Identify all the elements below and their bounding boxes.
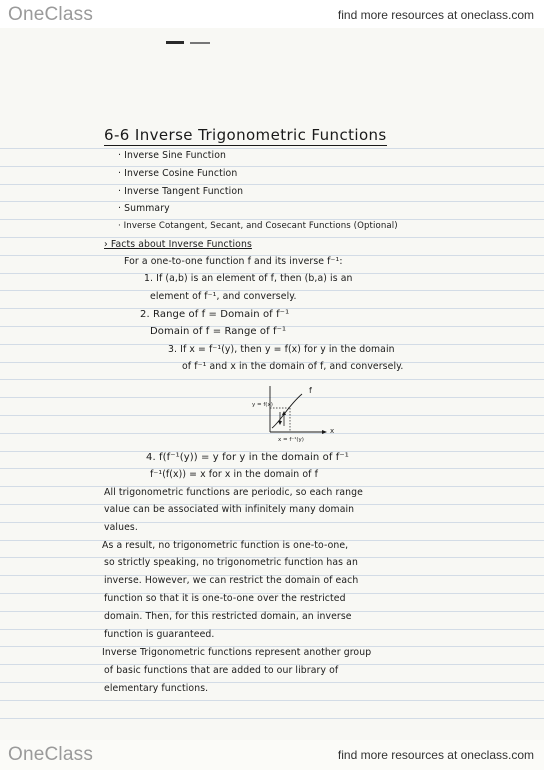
topic-item: · Inverse Tangent Function <box>118 186 244 197</box>
ruled-line <box>0 629 544 630</box>
page-smudge <box>190 42 210 44</box>
topic-item: · Inverse Cosine Function <box>118 168 238 179</box>
page-smudge <box>166 41 184 44</box>
fact-2-line-2: Domain of f = Range of f⁻¹ <box>150 326 287 337</box>
fact-1-line-1: 1. If (a,b) is an element of f, then (b,a) is an <box>144 273 353 284</box>
graph-f-label: f <box>309 386 312 395</box>
header-bar <box>0 0 544 29</box>
topic-item: · Summary <box>118 203 170 214</box>
ruled-line <box>0 184 544 185</box>
paragraph-2-line: so strictly speaking, no trigonometric function has an <box>104 557 358 568</box>
paragraph-2-line: domain. Then, for this restricted domain, an inverse <box>104 611 352 622</box>
fact-2-line-1: 2. Range of f = Domain of f⁻¹ <box>140 309 290 320</box>
paragraph-2-line: As a result, no trigonometric function is one-to-one, <box>102 540 349 551</box>
paragraph-2-line: function so that it is one-to-one over the restricted <box>104 593 346 604</box>
topic-item: · Inverse Sine Function <box>118 150 227 161</box>
ruled-line <box>0 522 544 523</box>
notes-title: 6-6 Inverse Trigonometric Functions <box>104 126 387 144</box>
ruled-line <box>0 379 544 380</box>
footer-oneclass-logo[interactable]: OneClass <box>8 744 94 765</box>
x-axis-arrow <box>322 430 327 434</box>
footer-resources-link[interactable]: find more resources at oneclass.com <box>337 748 534 762</box>
paragraph-3-line: elementary functions. <box>104 683 209 694</box>
header-resources-link[interactable]: find more resources at oneclass.com <box>337 8 534 22</box>
oneclass-logo[interactable]: OneClass <box>8 4 94 25</box>
graph-x-axis-label: x <box>330 427 335 435</box>
paragraph-1-line: value can be associated with infinitely many domain <box>104 504 355 515</box>
fact-3-line-1: 3. If x = f⁻¹(y), then y = f(x) for y in the domain <box>168 344 395 355</box>
paragraph-1-line: All trigonometric functions are periodic, so each range <box>104 487 363 498</box>
ruled-line <box>0 148 544 149</box>
graph-y-label: y = f(x) <box>252 402 273 408</box>
fact-4-line-2: f⁻¹(f(x)) = x for x in the domain of f <box>150 469 318 480</box>
ruled-line <box>0 201 544 202</box>
inverse-function-sketch <box>250 382 340 442</box>
arrow-down-head <box>278 421 282 425</box>
paragraph-2-line: function is guaranteed. <box>104 629 215 640</box>
fact-1-line-2: element of f⁻¹, and conversely. <box>150 291 297 302</box>
facts-intro: For a one-to-one function f and its inverse f⁻¹: <box>124 256 343 267</box>
fact-3-line-2: of f⁻¹ and x in the domain of f, and conversely. <box>182 361 404 372</box>
fact-4-line-1: 4. f(f⁻¹(y)) = y for y in the domain of f⁻¹ <box>146 452 349 463</box>
ruled-line <box>0 219 544 220</box>
ruled-line <box>0 700 544 701</box>
ruled-line <box>0 718 544 719</box>
ruled-line <box>0 166 544 167</box>
paragraph-3-line: of basic functions that are added to our library of <box>104 665 339 676</box>
ruled-line <box>0 237 544 238</box>
paragraph-2-line: inverse. However, we can restrict the domain of each <box>104 575 359 586</box>
paragraph-1-line: values. <box>104 522 138 533</box>
paragraph-3-line: Inverse Trigonometric functions represent another group <box>102 647 372 658</box>
graph-x-label: x = f⁻¹(y) <box>278 437 304 443</box>
function-curve <box>272 394 302 428</box>
topic-item: · Inverse Cotangent, Secant, and Cosecant Functions (Optional) <box>118 221 398 231</box>
facts-heading: › Facts about Inverse Functions <box>104 239 252 250</box>
ruled-line <box>0 682 544 683</box>
